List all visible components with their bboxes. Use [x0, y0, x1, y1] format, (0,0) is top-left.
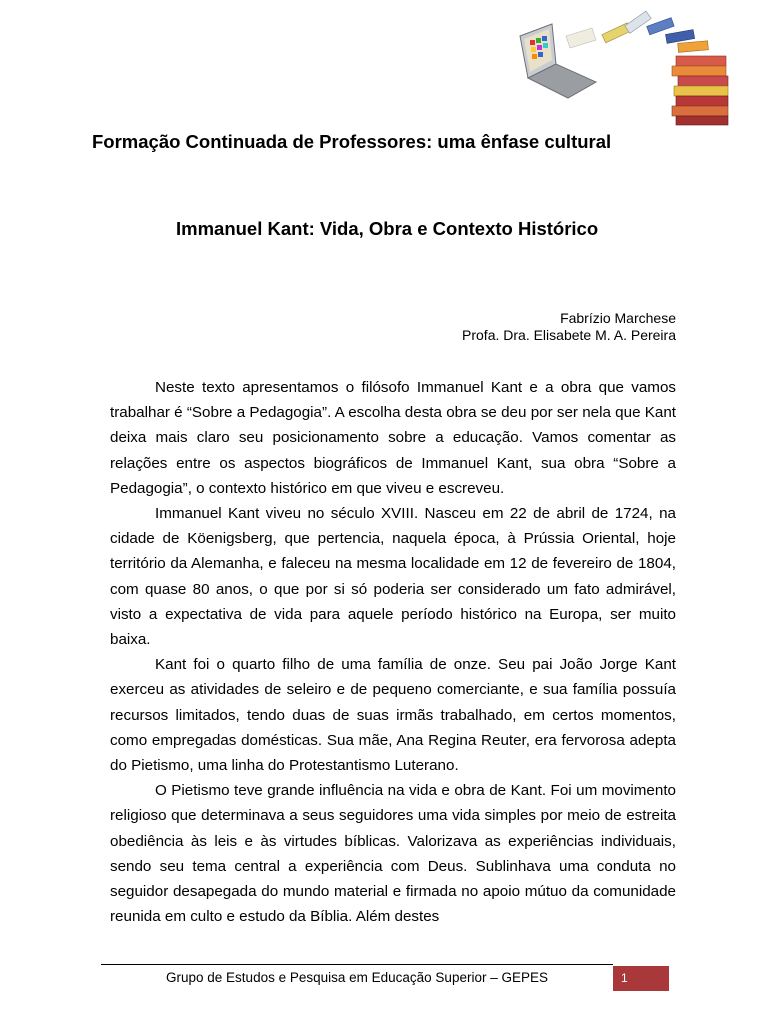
laptop-books-illustration	[508, 6, 753, 126]
paragraph: Neste texto apresentamos o filósofo Immanuel Kant e a obra que vamos trabalhar é “Sobre a Pedagogia”. A escolha desta obra se deu por ser nela que Kant deixa mais claro seu posicionamento sobre a educação. Vamos comentar as relações entre os aspectos biográficos de Immanuel Kant, sua obra “Sobre a Pedagogia”, o contexto histórico em que viveu e escreveu.	[110, 379, 676, 497]
paragraph: Kant foi o quarto filho de uma família de onze. Seu pai João Jorge Kant exerceu as atividades de seleiro e de pequeno comerciante, e sua família possuía recursos limitados, tendo duas de suas irmãs trabalhado, em certos momentos, como empregadas domésticas. Sua mãe, Ana Regina Reuter, era fervorosa adepta do Pietismo, uma linha do Protestantismo Luterano.	[110, 656, 676, 775]
document-title: Formação Continuada de Professores: uma ênfase cultural	[92, 131, 612, 152]
document-subtitle: Immanuel Kant: Vida, Obra e Contexto Histórico	[176, 218, 599, 239]
body-text	[110, 375, 676, 929]
author-block	[462, 310, 676, 344]
author-name: Fabrízio Marchese	[560, 310, 676, 326]
paragraph: Immanuel Kant viveu no século XVIII. Nasceu em 22 de abril de 1724, na cidade de Köenigsberg, que pertencia, naquela época, à Prússia Oriental, hoje território da Alemanha, e faleceu na mesma localidade em 12 de fevereiro de 1804, com quase 80 anos, o que por si só poderia ser considerado um fato admirável, visto a expectativa de vida para aquele período histórico na Europa, ser muito baixa.	[110, 505, 676, 649]
footer-text: Grupo de Estudos e Pesquisa em Educação Superior – GEPES	[166, 970, 548, 985]
author-name: Profa. Dra. Elisabete M. A. Pereira	[462, 327, 676, 343]
page-number: 1	[613, 966, 669, 991]
footer-divider	[101, 964, 613, 965]
paragraph: O Pietismo teve grande influência na vida e obra de Kant. Foi um movimento religioso que determinava a seus seguidores uma vida simples por meio de estreita obediência às leis e às virtudes bíblicas. Valorizava as experiências individuais, sendo seu tema central a experiência com Deus. Sublinhava uma conduta no seguidor desapegada do mundo material e firmada no apoio mútuo da comunidade reunida em culto e estudo da Bíblia. Além destes	[110, 782, 676, 926]
